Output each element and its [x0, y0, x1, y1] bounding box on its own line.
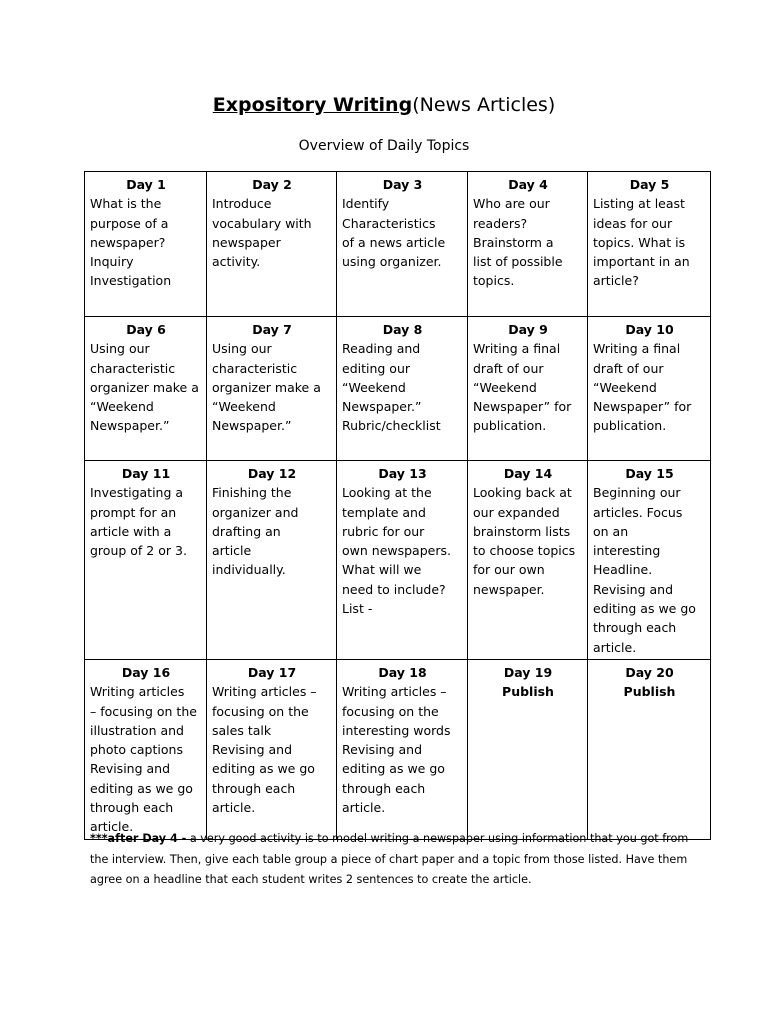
day-cell	[207, 317, 337, 461]
day-cell	[207, 172, 337, 317]
day-topic: What is the purpose of a newspaper? Inquiry Investigation	[90, 196, 172, 289]
day-cell	[588, 659, 711, 839]
day-label: Day 2	[252, 177, 292, 192]
day-topic: Writing articles – focusing on the interesting words Revising and editing as we go through each article.	[342, 684, 451, 816]
day-topic: Writing articles – focusing on the sales talk Revising and editing as we go through each article.	[212, 684, 317, 816]
day-cell	[337, 317, 468, 461]
table-row	[85, 659, 711, 839]
day-cell	[85, 461, 207, 660]
day-topic: Publish	[623, 684, 676, 700]
day-cell	[337, 659, 468, 839]
day-topic: Writing a final draft of our “Weekend Newspaper” for publication.	[473, 341, 572, 434]
day-topic: Who are our readers? Brainstorm a list of possible topics.	[473, 196, 563, 289]
day-label: Day 1	[126, 177, 166, 192]
title-main: Expository Writing	[212, 94, 413, 116]
day-label: Day 9	[508, 322, 548, 337]
day-topic: Publish	[502, 684, 554, 700]
day-cell	[207, 659, 337, 839]
day-topic: Introduce vocabulary with newspaper activity.	[212, 196, 312, 270]
day-cell	[588, 172, 711, 317]
day-label: Day 19	[503, 664, 553, 680]
day-topic: Looking back at our expanded brainstorm lists to choose topics for our own newspaper.	[473, 485, 576, 597]
day-topic: Writing a final draft of our “Weekend Newspaper” for publication.	[593, 341, 692, 434]
day-topic: Finishing the organizer and drafting an article individually.	[212, 485, 299, 578]
day-cell	[468, 461, 588, 660]
day-label: Day 13	[378, 466, 427, 481]
day-topic: Reading and editing our “Weekend Newspaper.” Rubric/checklist	[342, 341, 441, 434]
day-label: Day 7	[252, 322, 292, 337]
table-row	[85, 317, 711, 461]
day-cell	[337, 172, 468, 317]
table-row	[85, 461, 711, 660]
day-topic: Beginning our articles. Focus on an interesting Headline. Revising and editing as we go through each article.	[593, 485, 696, 655]
day-label: Day 4	[508, 177, 548, 192]
table-row	[85, 172, 711, 317]
day-topic: Looking at the template and rubric for our own newspapers. What will we need to include? List -	[342, 485, 451, 617]
document-subtitle: Overview of Daily Topics	[298, 138, 470, 154]
day-label: Day 6	[126, 322, 166, 337]
day-label: Day 14	[503, 466, 553, 481]
document-title	[0, 93, 768, 117]
day-label: Day 17	[247, 664, 297, 680]
day-label: Day 16	[121, 664, 171, 680]
day-label: Day 8	[382, 322, 423, 337]
day-topic: Identify Characteristics of a news article using organizer.	[342, 196, 446, 270]
day-label: Day 11	[121, 466, 171, 481]
day-topic: Using our characteristic organizer make a “Weekend Newspaper.”	[90, 341, 199, 434]
day-cell	[85, 317, 207, 461]
day-label: Day 18	[378, 664, 427, 680]
day-label: Day 15	[625, 466, 674, 481]
day-cell	[468, 172, 588, 317]
day-topic: Using our characteristic organizer make a “Weekend Newspaper.”	[212, 341, 321, 434]
day-label: Day 10	[625, 322, 674, 337]
footnote-text: a very good activity is to model writing a newspaper using information that you got from the interview. Then, give each table group a piece of chart paper and a topic from those listed. Have them agree on a headline that each student writes 2 sentences to create the article.	[90, 832, 689, 886]
title-sub: (News Articles)	[412, 94, 556, 116]
day-cell	[468, 659, 588, 839]
day-cell	[207, 461, 337, 660]
day-cell	[85, 659, 207, 839]
day-cell	[337, 461, 468, 660]
day-label: Day 3	[382, 177, 423, 192]
daily-topics-table	[84, 171, 711, 840]
day-cell	[588, 461, 711, 660]
day-topic: Investigating a prompt for an article with a group of 2 or 3.	[90, 485, 187, 559]
day-cell	[588, 317, 711, 461]
day-topic: Listing at least ideas for our topics. What is important in an article?	[593, 196, 690, 289]
day-cell	[468, 317, 588, 461]
day-label: Day 12	[247, 466, 297, 481]
day-topic: Writing articles – focusing on the illustration and photo captions Revising and editing as we go through each article.	[90, 684, 197, 835]
day-label: Day 20	[625, 664, 674, 680]
day-label: Day 5	[629, 177, 670, 192]
footnote-lead: ***after Day 4 -	[90, 832, 187, 845]
day-cell	[85, 172, 207, 317]
footnote	[90, 829, 690, 891]
